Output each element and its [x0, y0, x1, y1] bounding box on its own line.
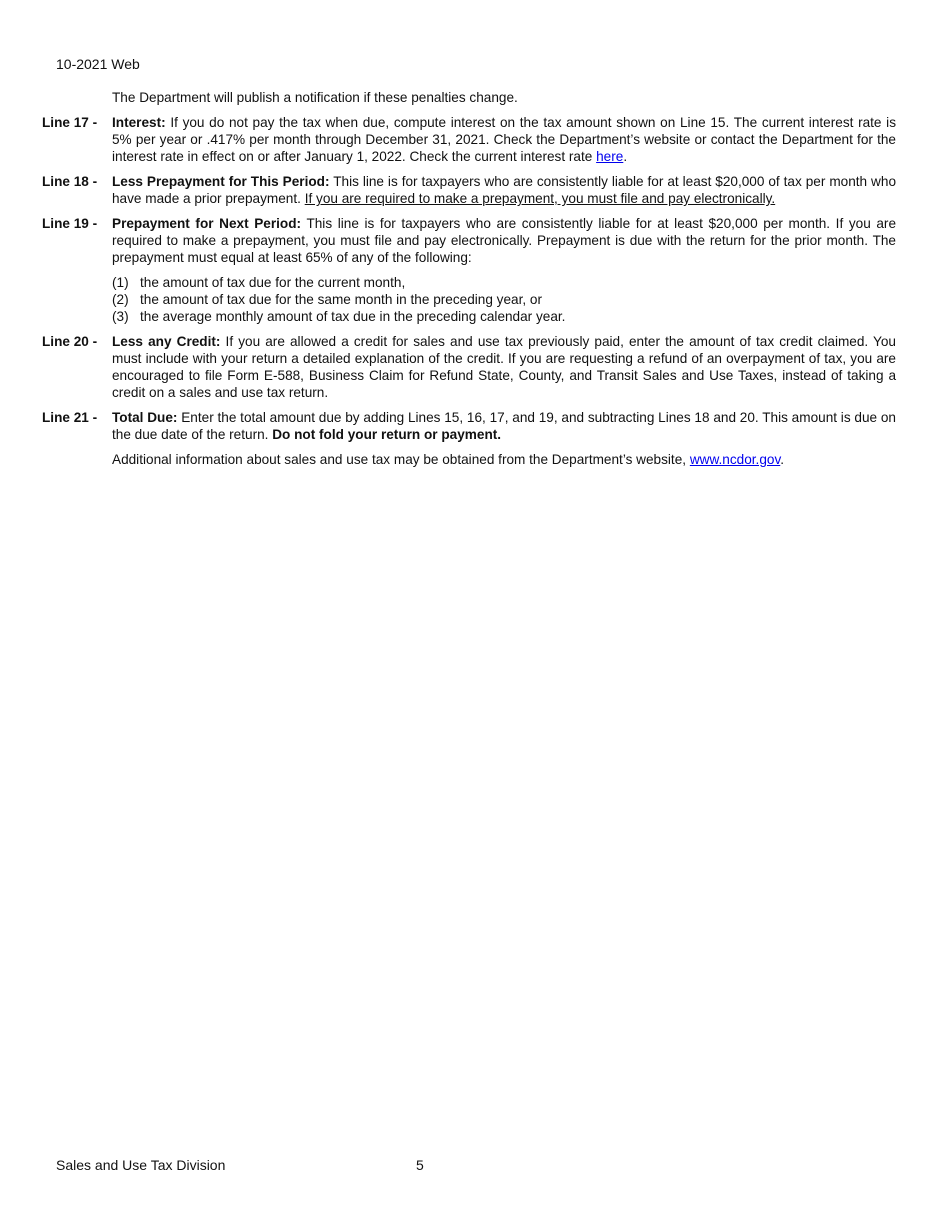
list-item: [112, 274, 896, 291]
line-18-label: Line 18 -: [42, 174, 98, 189]
line-17-text: If you do not pay the tax when due, compute interest on the tax amount shown on Line 15. The current interest rate is 5% per year or .417% per month through December 31, 2021. Check the Department’s website or contact the Department for the interest rate in effect on or after January 1, 2022. Check the current interest rate: [112, 115, 896, 164]
line-17-block: [42, 114, 896, 165]
line-18-block: [42, 173, 896, 207]
line-18-text: This line is for taxpayers who are consistently liable for at least $20,000 of tax per month who have made a prior prepayment.: [112, 174, 896, 206]
footer-division: Sales and Use Tax Division: [56, 1157, 226, 1173]
option-number: (1): [112, 275, 129, 290]
line-17-body: [112, 114, 896, 165]
line-21-block: [42, 409, 896, 443]
line-19-text: This line is for taxpayers who are consistently liable for at least $20,000 per month. If you are required to make a prepayment, you must file and pay electronically. Prepayment is due with the return for the prior month. The prepayment must equal at least 65% of any of the following:: [112, 216, 897, 265]
interest-rate-link[interactable]: here: [596, 149, 624, 164]
line-21-body: [112, 409, 896, 443]
line-18-body: [112, 173, 896, 207]
line-20-label: Line 20 -: [42, 334, 98, 349]
line-20-body: [112, 333, 896, 401]
line-19-term: Prepayment for Next Period:: [112, 216, 302, 231]
page-number: 5: [416, 1157, 424, 1173]
option-number: (3): [112, 309, 129, 324]
list-item: [112, 308, 896, 325]
line-19-block: [42, 215, 896, 325]
line-19-paragraph: [112, 215, 896, 266]
option-text: the average monthly amount of tax due in the preceding calendar year.: [140, 309, 566, 324]
line-19-body: [112, 215, 896, 325]
additional-information: [112, 451, 896, 468]
line-20-block: [42, 333, 896, 401]
line-20-text: If you are allowed a credit for sales and use tax previously paid, enter the amount of tax credit claimed. You must include with your return a detailed explanation of the credit. If you are requesting a refund of an overpayment of tax, you are encouraged to file Form E-588, Business Claim for Refund State, County, and Transit Sales and Use Taxes, instead of taking a credit on a sales and use tax return.: [112, 334, 896, 400]
instructions-content: [42, 89, 896, 468]
line-21-text: Enter the total amount due by adding Lines 15, 16, 17, and 19, and subtracting Lines 18 and 20. This amount is due on the due date of the return.: [112, 410, 896, 442]
line-21-term: Total Due:: [112, 410, 178, 425]
option-text: the amount of tax due for the same month in the preceding year, or: [140, 292, 543, 307]
line-17-after: .: [623, 149, 628, 164]
line-21-label: Line 21 -: [42, 410, 98, 425]
ncdor-website-link[interactable]: www.ncdor.gov: [689, 452, 781, 467]
line-18-underlined-requirement: If you are required to make a prepayment, you must file and pay electronically.: [304, 191, 776, 206]
list-item: [112, 291, 896, 308]
option-text: the amount of tax due for the current month,: [140, 275, 406, 290]
do-not-fold-warning: Do not fold your return or payment.: [272, 427, 502, 442]
line-19-label: Line 19 -: [42, 216, 98, 231]
additional-info-text: Additional information about sales and use tax may be obtained from the Department’s website,: [112, 452, 690, 467]
additional-info-after: .: [780, 452, 785, 467]
line-17-term: Interest:: [112, 115, 166, 130]
revision-header: 10-2021 Web: [56, 56, 140, 72]
prepayment-options-list: [112, 274, 896, 325]
line-20-term: Less any Credit:: [112, 334, 221, 349]
line-18-term: Less Prepayment for This Period:: [112, 174, 330, 189]
penalty-notification-note: The Department will publish a notification if these penalties change.: [112, 90, 518, 105]
line-17-label: Line 17 -: [42, 115, 98, 130]
option-number: (2): [112, 292, 129, 307]
